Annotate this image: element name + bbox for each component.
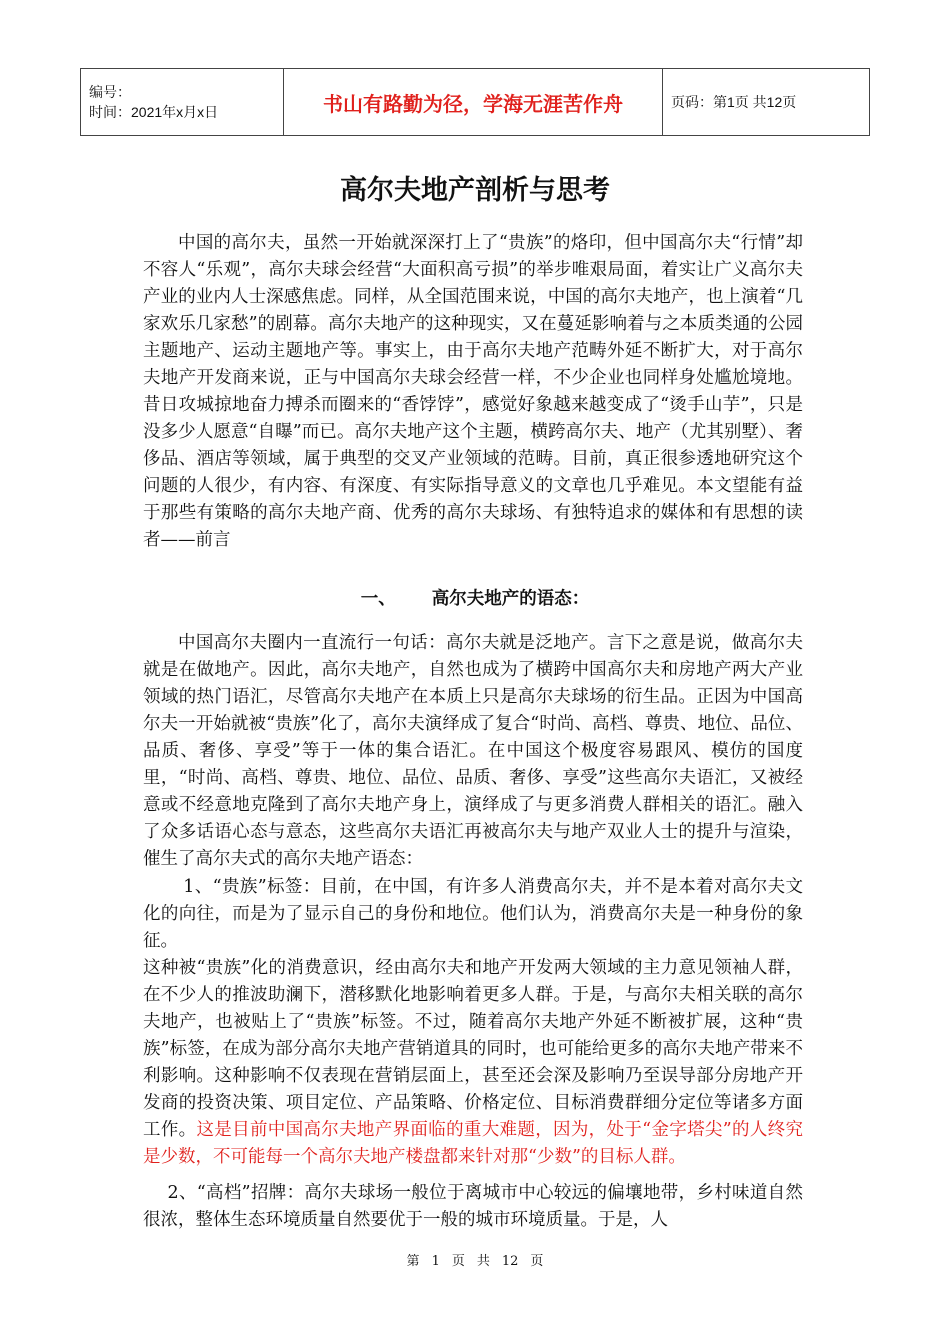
paragraph-golf-semantics: 中国高尔夫圈内一直流行一句话：高尔夫就是泛地产。言下之意是说，做高尔夫就是在做地产。因此，高尔夫地产，自然也成为了横跨中国高尔夫和房地产两大产业领域的热门语汇，尽管高尔夫地产在本质上只是高尔夫球场的衍生品。正因为中国高尔夫一开始就被“贵族”化了，高尔夫演绎成了复合“时尚、高档、尊贵、地位、品位、品质、奢侈、享受”等于一体的集合语汇。在中国这个极度容易跟风、模仿的国度里，“时尚、高档、尊贵、地位、品位、品质、奢侈、享受”这些高尔夫语汇，又被经意或不经意地克隆到了高尔夫地产身上，演绎成了与更多消费人群相关的语汇。融入了众多话语心态与意态，这些高尔夫语汇再被高尔夫与地产双业人士的提升与渲染，催生了高尔夫式的高尔夫地产语态： <box>143 633 803 869</box>
paragraph-normal-text: 这种被“贵族”化的消费意识，经由高尔夫和地产开发两大领域的主力意见领袖人群，在不少人的推波助澜下，潜移默化地影响着更多人群。于是，与高尔夫相关联的高尔夫地产，也被贴上了“贵族”标签。不过，随着高尔夫地产外延不断被扩展，这种“贵族”标签，在成为部分高尔夫地产营销道具的同时，也可能给更多的高尔夫地产带来不利影响。这种影响不仅表现在营销层面上，甚至还会深及影响乃至误导部分房地产开发商的投资决策、项目定位、产品策略、价格定位、目标消费群细分定位等诸多方面工作。 <box>143 958 803 1140</box>
header-page-info: 页码：第1页 共12页 <box>663 69 870 136</box>
footer-total-unit: 页 <box>530 1254 544 1269</box>
page-footer <box>0 1250 950 1269</box>
footer-total-number: 12 <box>501 1254 519 1269</box>
header-motto: 书山有路勤为径，学海无涯苦作舟 <box>284 69 663 136</box>
page-title: 高尔夫地产剖析与思考 <box>340 175 610 206</box>
intro-paragraph: 中国的高尔夫，虽然一开始就深深打上了“贵族”的烙印，但中国高尔夫“行情”却不容人“乐观”，高尔夫球会经营“大面积高亏损”的举步唯艰局面，着实让广义高尔夫产业的业内人士深感焦虑。同样，从全国范围来说，中国的高尔夫地产，也上演着“几家欢乐几家愁”的剧幕。高尔夫地产的这种现实，又在蔓延影响着与之本质类通的公园主题地产、运动主题地产等。事实上，由于高尔夫地产范畴外延不断扩大，对于高尔夫地产开发商来说，正与中国高尔夫球会经营一样，不少企业也同样身处尴尬境地。昔日攻城掠地奋力搏杀而圈来的“香饽饽”，感觉好象越来越变成了“烫手山芋”，只是没多少人愿意“自曝”而已。高尔夫地产这个主题，横跨高尔夫、地产（尤其别墅）、奢侈品、酒店等领域，属于典型的交叉产业领域的范畴。目前，真正很参透地研究这个问题的人很少，有内容、有深度、有实际指导意义的文章也几乎难见。本文望能有益于那些有策略的高尔夫地产商、优秀的高尔夫球场、有独特追求的媒体和有思想的读者——前言 <box>143 233 803 550</box>
header-meta-cell <box>81 69 284 136</box>
section-title: 高尔夫地产的语态： <box>431 589 590 609</box>
document-time-label: 时间：2021年x月x日 <box>89 104 219 120</box>
footer-total-word: 共 <box>476 1254 490 1269</box>
footer-page-number: 1 <box>431 1254 440 1269</box>
section-number: 一、 <box>360 589 396 609</box>
paragraph-aristocrat-consumption <box>143 955 803 1171</box>
paragraph-aristocrat-label: 1、“贵族”标签：目前，在中国，有许多人消费高尔夫，并不是本着对高尔夫文化的向往，而是为了显示自己的身份和地位。他们认为，消费高尔夫是一种身份的象征。 <box>143 877 803 951</box>
document-header <box>80 68 870 136</box>
section-heading-1 <box>0 585 950 610</box>
paragraph-high-end-sign: 2、“高档”招牌：高尔夫球场一般位于离城市中心较远的偏壤地带，乡村味道自然很浓，整体生态环境质量自然要优于一般的城市环境质量。于是，人 <box>143 1183 803 1230</box>
document-code-label: 编号： <box>89 84 131 100</box>
footer-page-word: 第 <box>406 1254 420 1269</box>
footer-page-unit: 页 <box>451 1254 465 1269</box>
highlighted-red-text: 这是目前中国高尔夫地产界面临的重大难题，因为，处于“金字塔尖”的人终究是少数，不可能每一个高尔夫地产楼盘都来针对那“少数”的目标人群。 <box>143 1120 804 1167</box>
